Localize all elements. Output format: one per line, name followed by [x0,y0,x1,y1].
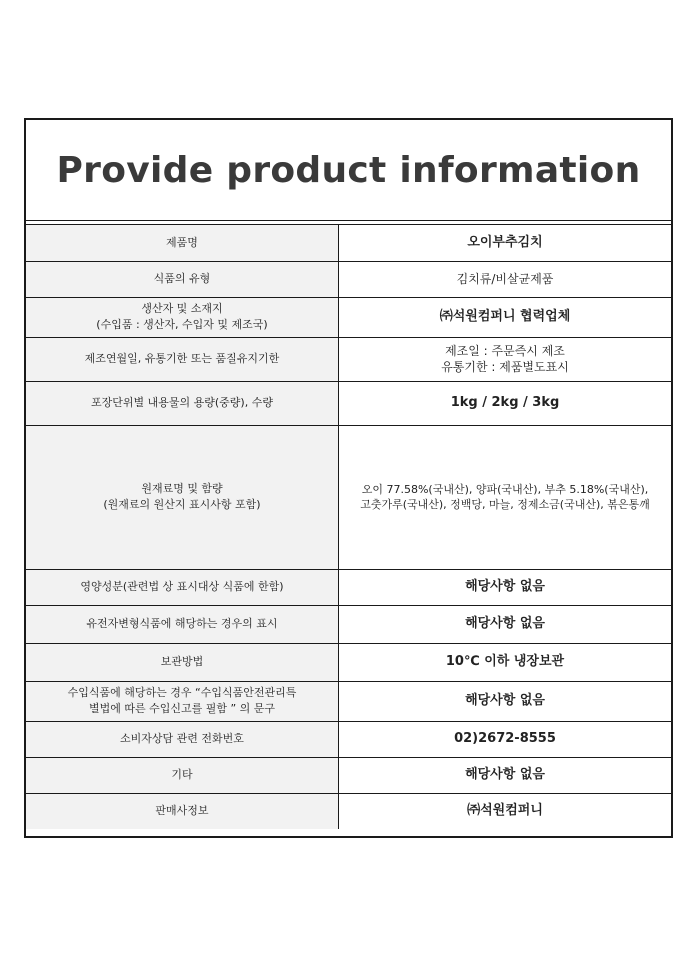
label-text: 판매사정보 [155,804,209,818]
value-text: 오이부추김치 [467,234,543,250]
label-text: 제품명 [166,235,198,249]
value-text: 02)2672-8555 [454,731,556,746]
label-cell [26,793,339,829]
value-cell [339,225,672,261]
label-text: 생산자 및 소재지 [141,302,223,315]
label-text: 수입식품에 해당하는 경우 “수입식품안전관리특 [67,686,297,699]
label-cell [26,297,339,337]
label-cell [26,425,339,569]
product-info-table [26,225,671,829]
value-text: 고춧가루(국내산), 정백당, 마늘, 정제소금(국내산), 볶은통깨 [360,498,650,511]
label-cell [26,643,339,681]
label-text: 식품의 유형 [153,272,211,285]
label-text: 보관방법 [160,655,204,668]
label-text: 유전자변형식품에 해당하는 경우의 표시 [86,617,278,630]
label-cell [26,605,339,643]
row-import-notice [26,681,671,721]
value-text: ㈜석원컴퍼니 [467,803,543,819]
label-cell [26,381,339,425]
value-text: 해당사항 없음 [465,579,545,594]
product-info-sheet [24,118,673,838]
row-ingredients [26,425,671,569]
row-food-type [26,261,671,297]
label-cell [26,721,339,757]
value-text: 김치류/비살균제품 [456,272,554,286]
value-text: 해당사항 없음 [465,616,545,631]
value-text: 오이 77.58%(국내산), 양파(국내산), 부추 5.18%(국내산), [361,483,649,496]
label-text: (수입품 : 생산자, 수입자 및 제조국) [96,318,268,331]
title-box [26,120,671,221]
row-storage [26,643,671,681]
row-gmo [26,605,671,643]
page-title: Provide product information [56,149,641,191]
value-cell [339,425,672,569]
value-text: 해당사항 없음 [465,767,545,782]
value-cell [339,297,672,337]
row-producer [26,297,671,337]
value-cell [339,757,672,793]
value-cell [339,681,672,721]
label-cell [26,681,339,721]
value-text: 제조일 : 주문즉시 제조 [445,344,565,358]
label-text: 포장단위별 내용물의 용량(중량), 수량 [91,396,273,409]
row-quantity [26,381,671,425]
label-cell [26,569,339,605]
label-text: (원재료의 원산지 표시사항 포함) [103,498,261,511]
value-text: 해당사항 없음 [465,693,545,708]
label-text: 원재료명 및 함량 [141,482,223,495]
value-text: ㈜석원컴퍼니 협력업체 [439,309,571,324]
value-cell [339,605,672,643]
value-cell [339,793,672,829]
row-seller [26,793,671,829]
value-cell [339,569,672,605]
label-text: 소비자상담 관련 전화번호 [120,732,244,745]
label-text: 영양성분(관련법 상 표시대상 식품에 한함) [80,580,284,593]
value-cell [339,721,672,757]
value-text: 유통기한 : 제품별도표시 [441,360,569,374]
row-product-name [26,225,671,261]
label-cell [26,757,339,793]
row-dates [26,337,671,381]
label-cell [26,337,339,381]
value-cell [339,337,672,381]
value-cell [339,643,672,681]
label-text: 제조연월일, 유통기한 또는 품질유지기한 [84,352,280,365]
value-text: 10℃ 이하 냉장보관 [445,654,565,669]
value-cell [339,261,672,297]
row-phone [26,721,671,757]
label-text: 기타 [171,768,193,781]
row-other [26,757,671,793]
value-cell [339,381,672,425]
value-text: 1kg / 2kg / 3kg [450,395,560,410]
row-nutrition [26,569,671,605]
label-cell [26,261,339,297]
label-text: 별법에 따른 수입신고를 필함 ” 의 문구 [88,702,276,715]
label-cell [26,225,339,261]
